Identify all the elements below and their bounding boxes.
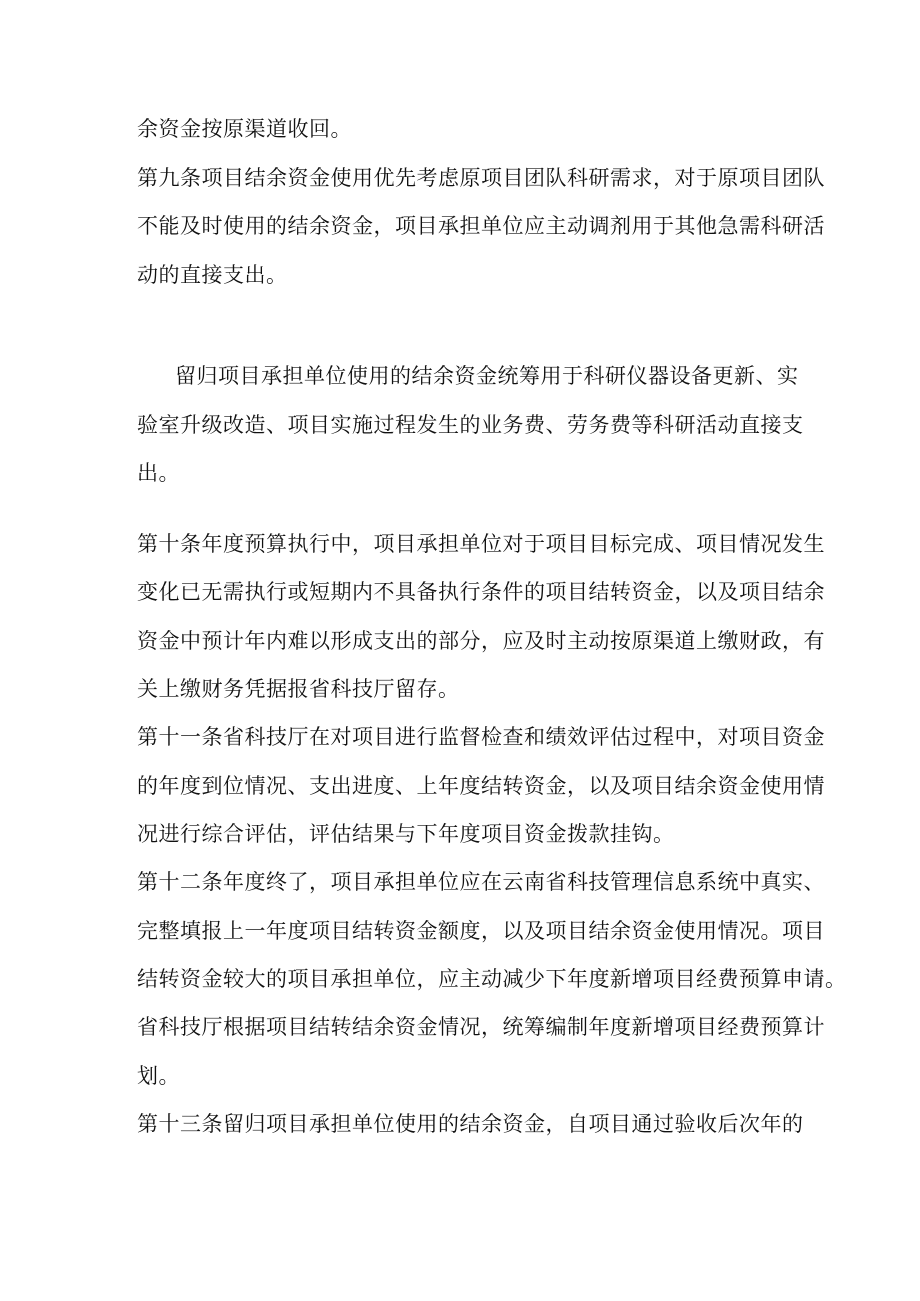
text-line: 结转资金较大的项目承担单位，应主动减少下年度新增项目经费预算申请。	[137, 967, 847, 991]
text-line: 划。	[137, 1064, 180, 1088]
text-line: 第十三条留归项目承担单位使用的结余资金，自项目通过验收后次年的	[137, 1112, 804, 1136]
text-line: 变化已无需执行或短期内不具备执行条件的项目结转资金，以及项目结余	[137, 580, 825, 604]
text-line: 出。	[137, 461, 180, 485]
text-line: 资金中预计年内难以形成支出的部分，应及时主动按原渠道上缴财政，有	[137, 629, 825, 653]
text-line: 验室升级改造、项目实施过程发生的业务费、劳务费等科研活动直接支	[137, 413, 804, 437]
text-line: 第十条年度预算执行中，项目承担单位对于项目目标完成、项目情况发生	[137, 532, 825, 556]
text-line: 第十一条省科技厅在对项目进行监督检查和绩效评估过程中，对项目资金	[137, 725, 825, 749]
text-line: 省科技厅根据项目结转结余资金情况，统筹编制年度新增项目经费预算计	[137, 1015, 825, 1039]
text-line: 第十二条年度终了，项目承担单位应在云南省科技管理信息系统中真实、	[137, 870, 825, 894]
text-line: 关上缴财务凭据报省科技厅留存。	[137, 677, 460, 701]
text-line: 第九条项目结余资金使用优先考虑原项目团队科研需求，对于原项目团队	[137, 166, 825, 190]
text-line: 的年度到位情况、支出进度、上年度结转资金，以及项目结余资金使用情	[137, 774, 825, 798]
text-line: 不能及时使用的结余资金，项目承担单位应主动调剂用于其他急需科研活	[137, 214, 825, 238]
text-line: 留归项目承担单位使用的结余资金统筹用于科研仪器设备更新、实	[175, 364, 799, 388]
text-line: 余资金按原渠道收回。	[137, 117, 352, 141]
text-line: 完整填报上一年度项目结转资金额度，以及项目结余资金使用情况。项目	[137, 919, 825, 943]
text-line: 况进行综合评估，评估结果与下年度项目资金拨款挂钩。	[137, 822, 675, 846]
text-line: 动的直接支出。	[137, 263, 288, 287]
